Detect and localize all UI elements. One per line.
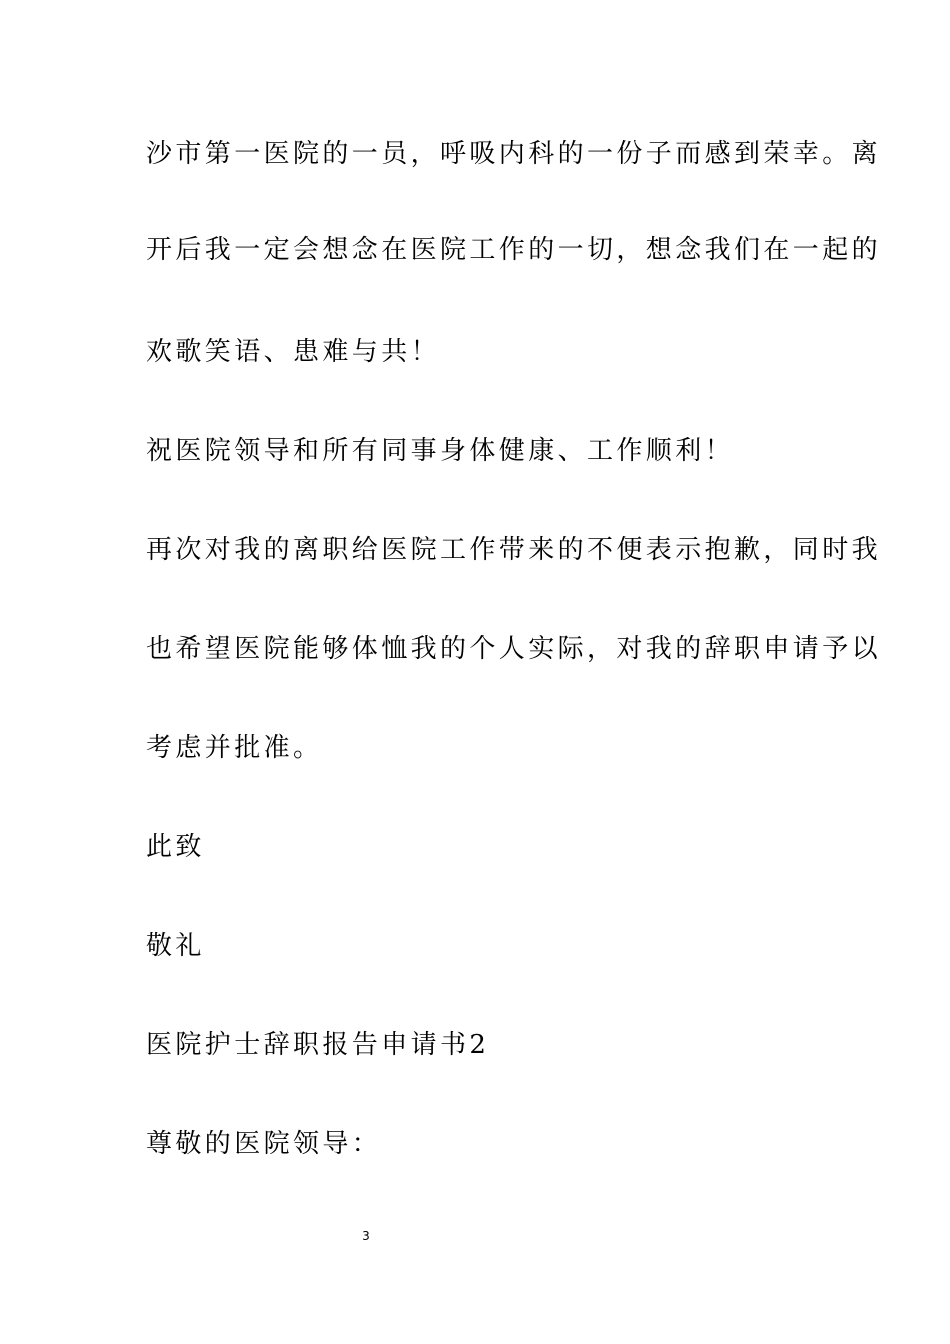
body-text-line: 欢歌笑语、患难与共！ (146, 337, 441, 367)
closing-salutation: 此致 (146, 832, 205, 862)
letter-greeting: 尊敬的医院领导： (146, 1129, 382, 1159)
body-text-line: 再次对我的离职给医院工作带来的不便表示抱歉，同时我 (146, 535, 882, 565)
section-heading: 医院护士辞职报告申请书2 (146, 1030, 490, 1060)
closing-regards: 敬礼 (146, 931, 205, 961)
body-text-line: 考虑并批准。 (146, 733, 323, 763)
body-text-line: 祝医院领导和所有同事身体健康、工作顺利！ (146, 436, 735, 466)
body-text-line: 开后我一定会想念在医院工作的一切，想念我们在一起的 (146, 235, 882, 265)
body-text-line: 沙市第一医院的一员，呼吸内科的一份子而感到荣幸。离 (146, 139, 882, 169)
body-text-line: 也希望医院能够体恤我的个人实际，对我的辞职申请予以 (146, 634, 882, 664)
page-number: 3 (362, 1229, 370, 1243)
